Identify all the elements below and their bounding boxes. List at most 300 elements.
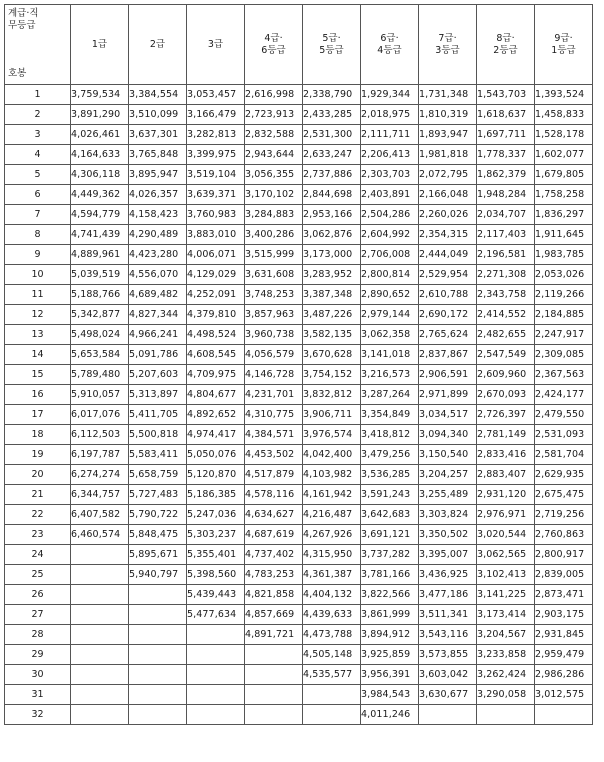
salary-cell: 3,515,999	[245, 245, 303, 265]
salary-cell: 2,403,891	[361, 185, 419, 205]
salary-cell: 3,511,341	[419, 605, 477, 625]
salary-cell: 5,303,237	[187, 525, 245, 545]
grade-header: 1급	[71, 5, 129, 85]
salary-cell: 3,765,848	[129, 145, 187, 165]
step-number-cell: 11	[5, 285, 71, 305]
salary-cell: 3,262,424	[477, 665, 535, 685]
step-number-cell: 26	[5, 585, 71, 605]
salary-cell: 4,498,524	[187, 325, 245, 345]
salary-cell: 2,018,975	[361, 105, 419, 125]
table-row	[5, 365, 593, 385]
salary-cell: 1,758,258	[535, 185, 593, 205]
corner-line2: 무등급	[8, 20, 36, 31]
step-number-cell: 30	[5, 665, 71, 685]
salary-cell: 3,350,502	[419, 525, 477, 545]
salary-cell: 3,204,567	[477, 625, 535, 645]
salary-cell: 4,449,362	[71, 185, 129, 205]
salary-cell: 4,687,619	[245, 525, 303, 545]
step-number-cell: 23	[5, 525, 71, 545]
salary-cell: 3,384,554	[129, 85, 187, 105]
salary-cell: 5,247,036	[187, 505, 245, 525]
table-row	[5, 665, 593, 685]
salary-cell: 2,166,048	[419, 185, 477, 205]
table-row	[5, 685, 593, 705]
salary-cell: 6,112,503	[71, 425, 129, 445]
salary-cell: 4,556,070	[129, 265, 187, 285]
salary-cell: 4,891,721	[245, 625, 303, 645]
table-row	[5, 165, 593, 185]
salary-cell: 2,719,256	[535, 505, 593, 525]
salary-cell: 4,974,417	[187, 425, 245, 445]
table-row	[5, 225, 593, 245]
salary-cell: 3,895,947	[129, 165, 187, 185]
salary-cell: 3,094,340	[419, 425, 477, 445]
salary-cell: 4,857,669	[245, 605, 303, 625]
salary-cell: 5,188,766	[71, 285, 129, 305]
step-number-cell: 6	[5, 185, 71, 205]
salary-cell: 4,158,423	[129, 205, 187, 225]
salary-cell: 2,547,549	[477, 345, 535, 365]
salary-cell: 3,150,540	[419, 445, 477, 465]
salary-cell: 2,504,286	[361, 205, 419, 225]
salary-cell: 3,204,257	[419, 465, 477, 485]
salary-cell: 3,287,264	[361, 385, 419, 405]
salary-cell	[129, 625, 187, 645]
salary-cell: 4,689,482	[129, 285, 187, 305]
salary-cell	[187, 665, 245, 685]
salary-cell: 2,800,917	[535, 545, 593, 565]
salary-cell: 4,026,461	[71, 125, 129, 145]
salary-cell: 4,026,357	[129, 185, 187, 205]
salary-cell: 1,697,711	[477, 125, 535, 145]
table-row	[5, 545, 593, 565]
salary-cell	[303, 685, 361, 705]
salary-cell: 3,282,813	[187, 125, 245, 145]
salary-cell: 4,361,387	[303, 565, 361, 585]
salary-cell: 5,091,786	[129, 345, 187, 365]
salary-cell: 4,737,402	[245, 545, 303, 565]
salary-cell: 4,821,858	[245, 585, 303, 605]
salary-cell	[245, 685, 303, 705]
salary-cell: 2,247,917	[535, 325, 593, 345]
salary-cell: 4,161,942	[303, 485, 361, 505]
salary-cell: 4,310,775	[245, 405, 303, 425]
salary-cell: 3,894,912	[361, 625, 419, 645]
salary-cell: 2,675,475	[535, 485, 593, 505]
salary-cell: 3,400,286	[245, 225, 303, 245]
salary-cell: 2,604,992	[361, 225, 419, 245]
salary-cell: 5,355,401	[187, 545, 245, 565]
salary-table	[4, 4, 593, 725]
salary-cell: 2,765,624	[419, 325, 477, 345]
salary-cell: 2,111,711	[361, 125, 419, 145]
salary-cell: 5,583,411	[129, 445, 187, 465]
salary-cell: 4,164,633	[71, 145, 129, 165]
salary-cell: 2,119,266	[535, 285, 593, 305]
salary-cell: 3,141,225	[477, 585, 535, 605]
salary-cell: 5,790,722	[129, 505, 187, 525]
salary-cell: 2,633,247	[303, 145, 361, 165]
salary-cell: 3,906,711	[303, 405, 361, 425]
salary-cell: 2,072,795	[419, 165, 477, 185]
salary-cell: 5,342,877	[71, 305, 129, 325]
salary-cell: 5,477,634	[187, 605, 245, 625]
step-number-cell: 31	[5, 685, 71, 705]
salary-cell: 1,778,337	[477, 145, 535, 165]
salary-cell: 1,836,297	[535, 205, 593, 225]
salary-cell: 3,056,355	[245, 165, 303, 185]
table-row	[5, 205, 593, 225]
salary-cell: 5,313,897	[129, 385, 187, 405]
step-number-cell: 9	[5, 245, 71, 265]
salary-cell: 1,862,379	[477, 165, 535, 185]
salary-cell	[129, 585, 187, 605]
table-row	[5, 345, 593, 365]
grade-header: 6급· 4등급	[361, 5, 419, 85]
table-row	[5, 145, 593, 165]
salary-cell: 3,748,253	[245, 285, 303, 305]
salary-cell: 3,603,042	[419, 665, 477, 685]
salary-cell: 2,260,026	[419, 205, 477, 225]
step-number-cell: 4	[5, 145, 71, 165]
salary-cell: 3,754,152	[303, 365, 361, 385]
salary-cell: 2,781,149	[477, 425, 535, 445]
salary-cell: 5,207,603	[129, 365, 187, 385]
salary-cell: 3,759,534	[71, 85, 129, 105]
step-number-cell: 16	[5, 385, 71, 405]
salary-cell: 1,393,524	[535, 85, 593, 105]
salary-cell: 4,709,975	[187, 365, 245, 385]
salary-cell: 6,017,076	[71, 405, 129, 425]
salary-cell: 3,861,999	[361, 605, 419, 625]
salary-cell: 2,726,397	[477, 405, 535, 425]
salary-cell: 3,582,135	[303, 325, 361, 345]
salary-cell: 2,629,935	[535, 465, 593, 485]
table-row	[5, 705, 593, 725]
table-row	[5, 185, 593, 205]
salary-cell: 3,591,243	[361, 485, 419, 505]
step-number-cell: 5	[5, 165, 71, 185]
step-number-cell: 29	[5, 645, 71, 665]
step-number-cell: 8	[5, 225, 71, 245]
table-row	[5, 105, 593, 125]
table-row	[5, 325, 593, 345]
salary-cell: 1,458,833	[535, 105, 593, 125]
grade-header: 4급· 6등급	[245, 5, 303, 85]
salary-cell: 4,827,344	[129, 305, 187, 325]
table-row	[5, 585, 593, 605]
salary-cell: 2,053,026	[535, 265, 593, 285]
step-number-cell: 10	[5, 265, 71, 285]
salary-cell: 4,315,950	[303, 545, 361, 565]
salary-cell: 4,404,132	[303, 585, 361, 605]
salary-cell: 2,931,120	[477, 485, 535, 505]
salary-cell: 2,953,166	[303, 205, 361, 225]
salary-cell: 2,800,814	[361, 265, 419, 285]
grade-header: 3급	[187, 5, 245, 85]
salary-cell	[129, 705, 187, 725]
salary-cell: 5,498,024	[71, 325, 129, 345]
salary-cell: 4,146,728	[245, 365, 303, 385]
salary-cell: 4,306,118	[71, 165, 129, 185]
salary-cell	[187, 685, 245, 705]
table-row	[5, 265, 593, 285]
salary-cell: 2,479,550	[535, 405, 593, 425]
salary-cell: 2,271,308	[477, 265, 535, 285]
step-number-cell: 3	[5, 125, 71, 145]
salary-cell	[245, 665, 303, 685]
salary-cell: 3,062,358	[361, 325, 419, 345]
table-row	[5, 525, 593, 545]
table-row	[5, 485, 593, 505]
salary-cell: 1,981,818	[419, 145, 477, 165]
salary-cell	[477, 705, 535, 725]
salary-cell: 1,948,284	[477, 185, 535, 205]
salary-cell: 3,216,573	[361, 365, 419, 385]
salary-cell: 2,723,913	[245, 105, 303, 125]
salary-cell: 3,255,489	[419, 485, 477, 505]
salary-cell: 2,117,403	[477, 225, 535, 245]
salary-cell: 2,979,144	[361, 305, 419, 325]
salary-cell: 2,873,471	[535, 585, 593, 605]
salary-cell: 1,602,077	[535, 145, 593, 165]
salary-cell: 3,062,876	[303, 225, 361, 245]
salary-cell: 3,399,975	[187, 145, 245, 165]
salary-cell: 2,971,899	[419, 385, 477, 405]
salary-cell: 3,395,007	[419, 545, 477, 565]
step-number-cell: 18	[5, 425, 71, 445]
salary-cell: 3,976,574	[303, 425, 361, 445]
table-row	[5, 645, 593, 665]
salary-cell: 3,630,677	[419, 685, 477, 705]
salary-cell: 5,398,560	[187, 565, 245, 585]
salary-cell: 2,414,552	[477, 305, 535, 325]
salary-cell	[71, 685, 129, 705]
salary-cell	[71, 605, 129, 625]
table-row	[5, 465, 593, 485]
header-row	[5, 5, 593, 85]
salary-cell: 5,789,480	[71, 365, 129, 385]
salary-cell: 1,810,319	[419, 105, 477, 125]
salary-cell: 2,367,563	[535, 365, 593, 385]
salary-cell: 5,439,443	[187, 585, 245, 605]
salary-cell: 1,679,805	[535, 165, 593, 185]
salary-cell: 3,543,116	[419, 625, 477, 645]
table-row	[5, 405, 593, 425]
table-row	[5, 425, 593, 445]
salary-cell: 2,832,588	[245, 125, 303, 145]
salary-cell: 6,460,574	[71, 525, 129, 545]
salary-cell	[187, 705, 245, 725]
salary-cell: 2,839,005	[535, 565, 593, 585]
step-number-cell: 12	[5, 305, 71, 325]
salary-cell: 2,690,172	[419, 305, 477, 325]
salary-cell: 2,883,407	[477, 465, 535, 485]
table-row	[5, 565, 593, 585]
salary-cell: 4,741,439	[71, 225, 129, 245]
salary-cell: 3,631,608	[245, 265, 303, 285]
salary-cell: 4,267,926	[303, 525, 361, 545]
salary-cell: 3,012,575	[535, 685, 593, 705]
salary-cell: 2,531,093	[535, 425, 593, 445]
step-number-cell: 32	[5, 705, 71, 725]
table-row	[5, 305, 593, 325]
salary-cell: 4,231,701	[245, 385, 303, 405]
corner-header	[5, 5, 71, 85]
step-number-cell: 17	[5, 405, 71, 425]
salary-cell: 2,482,655	[477, 325, 535, 345]
salary-cell: 2,833,416	[477, 445, 535, 465]
salary-cell: 2,609,960	[477, 365, 535, 385]
salary-cell: 3,857,963	[245, 305, 303, 325]
step-number-cell: 22	[5, 505, 71, 525]
salary-cell: 2,844,698	[303, 185, 361, 205]
table-row	[5, 125, 593, 145]
salary-cell: 3,822,566	[361, 585, 419, 605]
salary-cell: 4,892,652	[187, 405, 245, 425]
salary-cell: 5,910,057	[71, 385, 129, 405]
salary-cell: 2,424,177	[535, 385, 593, 405]
salary-cell: 3,233,858	[477, 645, 535, 665]
salary-cell: 1,929,344	[361, 85, 419, 105]
step-number-cell: 20	[5, 465, 71, 485]
salary-cell: 3,639,371	[187, 185, 245, 205]
salary-cell	[187, 645, 245, 665]
salary-cell: 2,670,093	[477, 385, 535, 405]
salary-cell: 5,050,076	[187, 445, 245, 465]
salary-cell: 5,658,759	[129, 465, 187, 485]
salary-cell: 6,197,787	[71, 445, 129, 465]
salary-cell: 3,737,282	[361, 545, 419, 565]
salary-cell: 4,290,489	[129, 225, 187, 245]
salary-cell: 3,670,628	[303, 345, 361, 365]
salary-cell: 4,473,788	[303, 625, 361, 645]
salary-cell: 3,173,414	[477, 605, 535, 625]
salary-cell: 1,983,785	[535, 245, 593, 265]
salary-cell	[129, 605, 187, 625]
salary-cell: 4,517,879	[245, 465, 303, 485]
salary-cell: 3,020,544	[477, 525, 535, 545]
salary-cell: 3,173,000	[303, 245, 361, 265]
salary-cell: 4,439,633	[303, 605, 361, 625]
salary-cell: 3,354,849	[361, 405, 419, 425]
step-number-cell: 14	[5, 345, 71, 365]
salary-cell: 4,505,148	[303, 645, 361, 665]
salary-cell: 4,129,029	[187, 265, 245, 285]
salary-cell: 5,727,483	[129, 485, 187, 505]
salary-cell: 3,477,186	[419, 585, 477, 605]
salary-cell: 4,889,961	[71, 245, 129, 265]
salary-cell: 4,042,400	[303, 445, 361, 465]
salary-cell: 3,925,859	[361, 645, 419, 665]
salary-cell: 2,610,788	[419, 285, 477, 305]
table-row	[5, 625, 593, 645]
salary-cell: 2,760,863	[535, 525, 593, 545]
step-number-cell: 28	[5, 625, 71, 645]
table-row	[5, 605, 593, 625]
salary-cell: 4,453,502	[245, 445, 303, 465]
salary-cell: 5,039,519	[71, 265, 129, 285]
salary-cell: 3,637,301	[129, 125, 187, 145]
grade-header: 5급· 5등급	[303, 5, 361, 85]
table-body	[5, 85, 593, 725]
salary-cell: 3,436,925	[419, 565, 477, 585]
salary-cell: 3,387,348	[303, 285, 361, 305]
salary-cell: 4,252,091	[187, 285, 245, 305]
salary-cell: 3,960,738	[245, 325, 303, 345]
salary-cell: 2,959,479	[535, 645, 593, 665]
salary-cell: 4,216,487	[303, 505, 361, 525]
salary-cell	[71, 645, 129, 665]
salary-cell: 4,804,677	[187, 385, 245, 405]
salary-cell: 4,608,545	[187, 345, 245, 365]
salary-cell: 4,384,571	[245, 425, 303, 445]
grade-header: 9급· 1등급	[535, 5, 593, 85]
salary-cell: 5,411,705	[129, 405, 187, 425]
salary-cell	[535, 705, 593, 725]
salary-cell: 3,984,543	[361, 685, 419, 705]
salary-cell: 3,141,018	[361, 345, 419, 365]
salary-cell: 3,290,058	[477, 685, 535, 705]
step-number-cell: 21	[5, 485, 71, 505]
step-number-cell: 2	[5, 105, 71, 125]
step-number-cell: 13	[5, 325, 71, 345]
salary-cell: 4,594,779	[71, 205, 129, 225]
step-number-cell: 27	[5, 605, 71, 625]
salary-cell: 2,931,845	[535, 625, 593, 645]
salary-cell: 4,011,246	[361, 705, 419, 725]
salary-cell: 3,479,256	[361, 445, 419, 465]
salary-cell: 5,186,385	[187, 485, 245, 505]
table-row	[5, 285, 593, 305]
grade-header: 2급	[129, 5, 187, 85]
table-row	[5, 245, 593, 265]
salary-cell: 2,354,315	[419, 225, 477, 245]
salary-cell	[129, 645, 187, 665]
salary-cell	[303, 705, 361, 725]
salary-cell: 4,006,071	[187, 245, 245, 265]
salary-cell: 4,966,241	[129, 325, 187, 345]
salary-cell	[129, 685, 187, 705]
salary-cell: 2,196,581	[477, 245, 535, 265]
salary-cell: 3,573,855	[419, 645, 477, 665]
table-row	[5, 385, 593, 405]
salary-cell: 4,783,253	[245, 565, 303, 585]
table-row	[5, 505, 593, 525]
salary-cell: 2,309,085	[535, 345, 593, 365]
salary-cell: 3,034,517	[419, 405, 477, 425]
salary-cell: 5,848,475	[129, 525, 187, 545]
salary-cell: 3,760,983	[187, 205, 245, 225]
table-row	[5, 445, 593, 465]
salary-cell: 1,911,645	[535, 225, 593, 245]
salary-cell: 2,531,300	[303, 125, 361, 145]
salary-cell: 4,103,982	[303, 465, 361, 485]
salary-cell: 1,528,178	[535, 125, 593, 145]
salary-cell: 5,940,797	[129, 565, 187, 585]
salary-cell	[71, 585, 129, 605]
salary-cell: 3,536,285	[361, 465, 419, 485]
salary-cell: 4,423,280	[129, 245, 187, 265]
salary-cell: 3,166,479	[187, 105, 245, 125]
salary-cell: 6,274,274	[71, 465, 129, 485]
salary-cell: 2,529,954	[419, 265, 477, 285]
salary-cell: 2,206,413	[361, 145, 419, 165]
salary-cell: 2,976,971	[477, 505, 535, 525]
salary-cell: 1,618,637	[477, 105, 535, 125]
salary-cell: 2,706,008	[361, 245, 419, 265]
salary-cell: 3,832,812	[303, 385, 361, 405]
